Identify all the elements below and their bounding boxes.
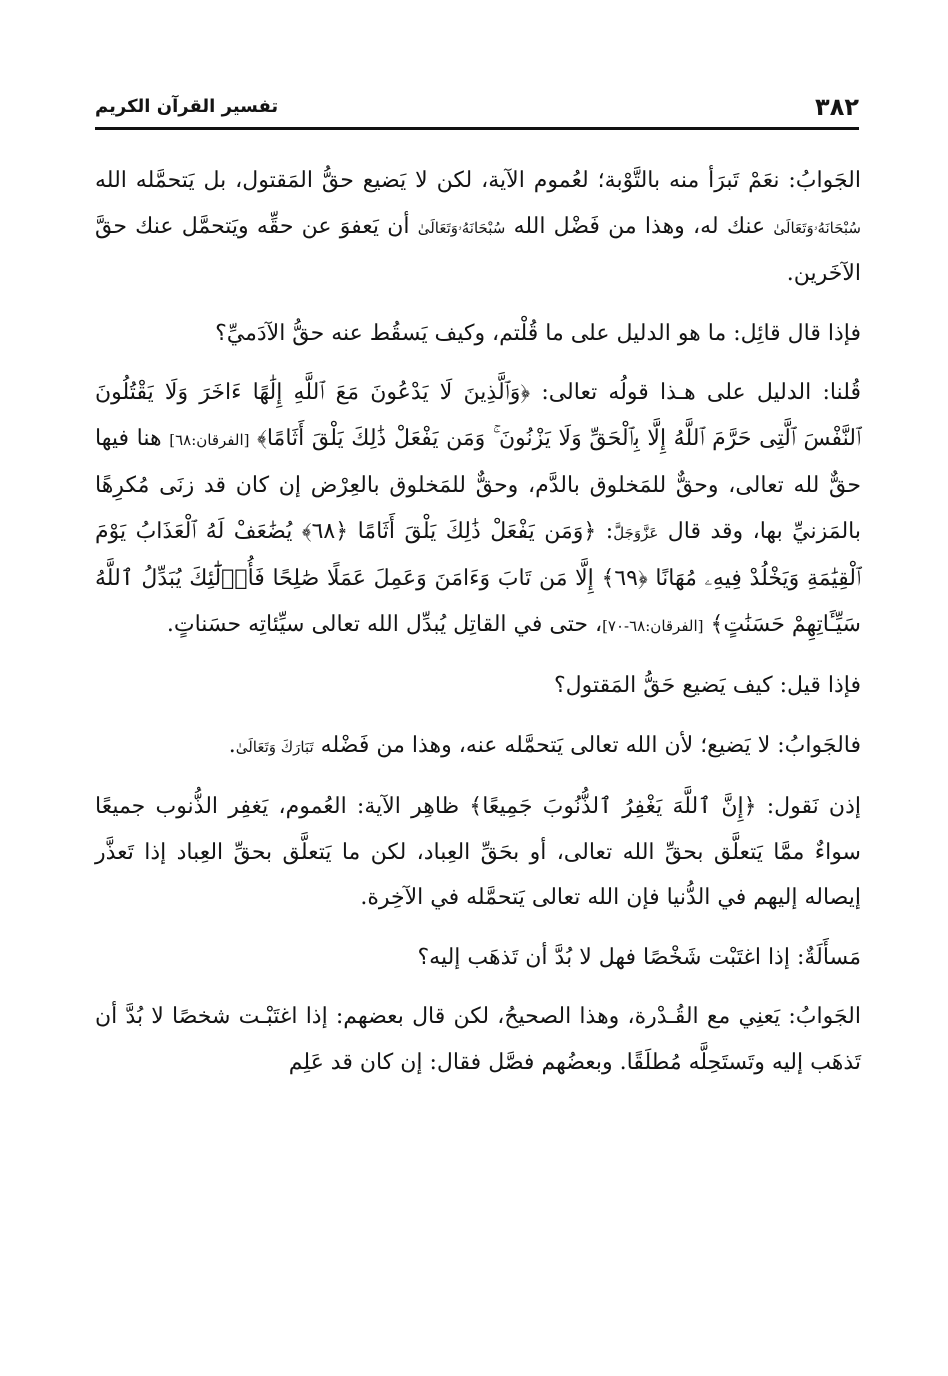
text: الجَوابُ: نعَمْ تَبرَأ منه بالتَّوْبة؛ لعُموم الآية، لكن لا يَضيع حقُّ المَقتول، بل يَتحمَّله الله <box>95 168 861 193</box>
text: قُلنا: الدليل على هـذا قولُه تعالى: <box>541 380 861 405</box>
running-header <box>95 90 859 126</box>
quran-verse: ﴿إِنَّ ٱللَّهَ يَغْفِرُ ٱلذُّنُوبَ جَمِيعًا﴾ <box>469 794 757 819</box>
page-number: ٣٨٢ <box>815 93 859 121</box>
verse-reference: [الفرقان:٦٨-٧٠] <box>602 616 704 635</box>
text: فالجَوابُ: لا يَضيع؛ لأن الله تعالى يَتحمَّله عنه، وهذا من فَضْله <box>320 732 861 758</box>
text: ظاهِر الآية: العُموم، يَغفِر الذُّنوب جميعًا سواءٌ ممَّا يَتعلَّق بحقِّ الله تعالى، أو بحَقِّ العِباد، لكن ما يَتعلَّق بحقِّ العِباد إذا تَعذَّر إيصاله إليهم في الدُّنيا فإن الله تعالى يَتحمَّله في الآخِرة. <box>95 794 861 910</box>
paragraph-issue: مَسأَلَةٌ: إذا اغتَبْت شَخْصًا فهل لا بُدَّ أن تَذهَب إليه؟ <box>417 944 861 970</box>
paragraph-answer-1 <box>95 158 861 297</box>
text: إذن نَقول: <box>766 794 861 819</box>
text: ، حتى في القاتِل يُبدِّل الله تعالى سيِّئاتِه حسَناتٍ. <box>166 611 603 637</box>
paragraph-question-2: فإذا قيل: كيف يَضيع حَقُّ المَقتول؟ <box>553 673 861 698</box>
honorific: سُبْحَانَهُۥوَتَعَالَىٰ <box>773 218 862 237</box>
paragraph-answer-2 <box>95 723 861 771</box>
paragraph-evidence <box>95 370 861 649</box>
honorific: سُبْحَانَهُۥوَتَعَالَىٰ <box>417 218 506 237</box>
paragraph-answer-3: الجَوابُ: يَعنِي مع القُـدْرة، وهذا الصحيحُ، لكن قال بعضهم: إذا اغتَبْـت شخصًا لا بُدَّ أن تَذهَب إليه وتَستَحِلَّه مُطلَقًا. وبعضُهم فصَّل فقال: إن كان قد عَلِم <box>95 1004 861 1075</box>
book-title: تفسير القرآن الكريم <box>95 96 279 117</box>
header-rule <box>95 127 859 130</box>
paragraph-conclusion <box>95 784 861 921</box>
quran-verse: ﴿وَٱلَّذِينَ لَا يَدْعُونَ مَعَ ٱللَّهِ إِلَٰهًا ءَاخَرَ وَلَا يَقْتُلُونَ ٱلنَّفْسَ ٱلَّتِى حَرَّمَ ٱللَّهُ إِلَّا بِٱلْحَقِّ وَلَا يَزْنُونَ ۚ وَمَن يَفْعَلْ ذَٰلِكَ يَلْقَ أَثَامًا﴾ <box>95 380 862 451</box>
honorific: تَبَارَكَ وَتَعَالَىٰ <box>235 737 314 756</box>
quran-verse: ﴿وَمَن يَفْعَلْ ذَٰلِكَ يَلْقَ أَثَامًا ﴿٦٨﴾ يُضَٰعَفْ لَهُ ٱلْعَذَابُ يَوْمَ ٱلْقِيَٰمَةِ وَيَخْلُدْ فِيهِۦ مُهَانًا ﴿٦٩﴾ إِلَّا مَن تَابَ وَءَامَنَ وَعَمِلَ عَمَلًا صَٰلِحًا فَأُو۟لَٰٓئِكَ يُبَدِّلُ ٱللَّهُ سَيِّـَٔاتِهِمْ حَسَنَٰتٍ﴾ <box>95 518 861 637</box>
text: . <box>228 732 236 758</box>
honorific: عَزَّوَجَلَّ <box>613 523 659 542</box>
verse-reference: [الفرقان:٦٨] <box>169 430 250 449</box>
text: عنك له، وهذا من فَضْل الله <box>513 213 766 239</box>
page-body <box>95 158 861 1099</box>
paragraph-question-1: فإذا قال قائِل: ما هو الدليل على ما قُلْتم، وكيف يَسقُط عنه حقُّ الآدَميِّ؟ <box>215 320 861 346</box>
text: أن يَعفوَ عن حقِّه ويَتحمَّل عنك حقَّ الآخَرين. <box>95 213 861 286</box>
text: : <box>605 518 614 544</box>
text: هنا فيها حقٌّ لله تعالى، وحقٌّ للمَخلوق بالدَّم، وحقٌّ للمَخلوق بالعِرْض إن كان قد زنَى مُكرِهًا بالمَزنيِّ بها، وقد قال <box>95 425 862 544</box>
